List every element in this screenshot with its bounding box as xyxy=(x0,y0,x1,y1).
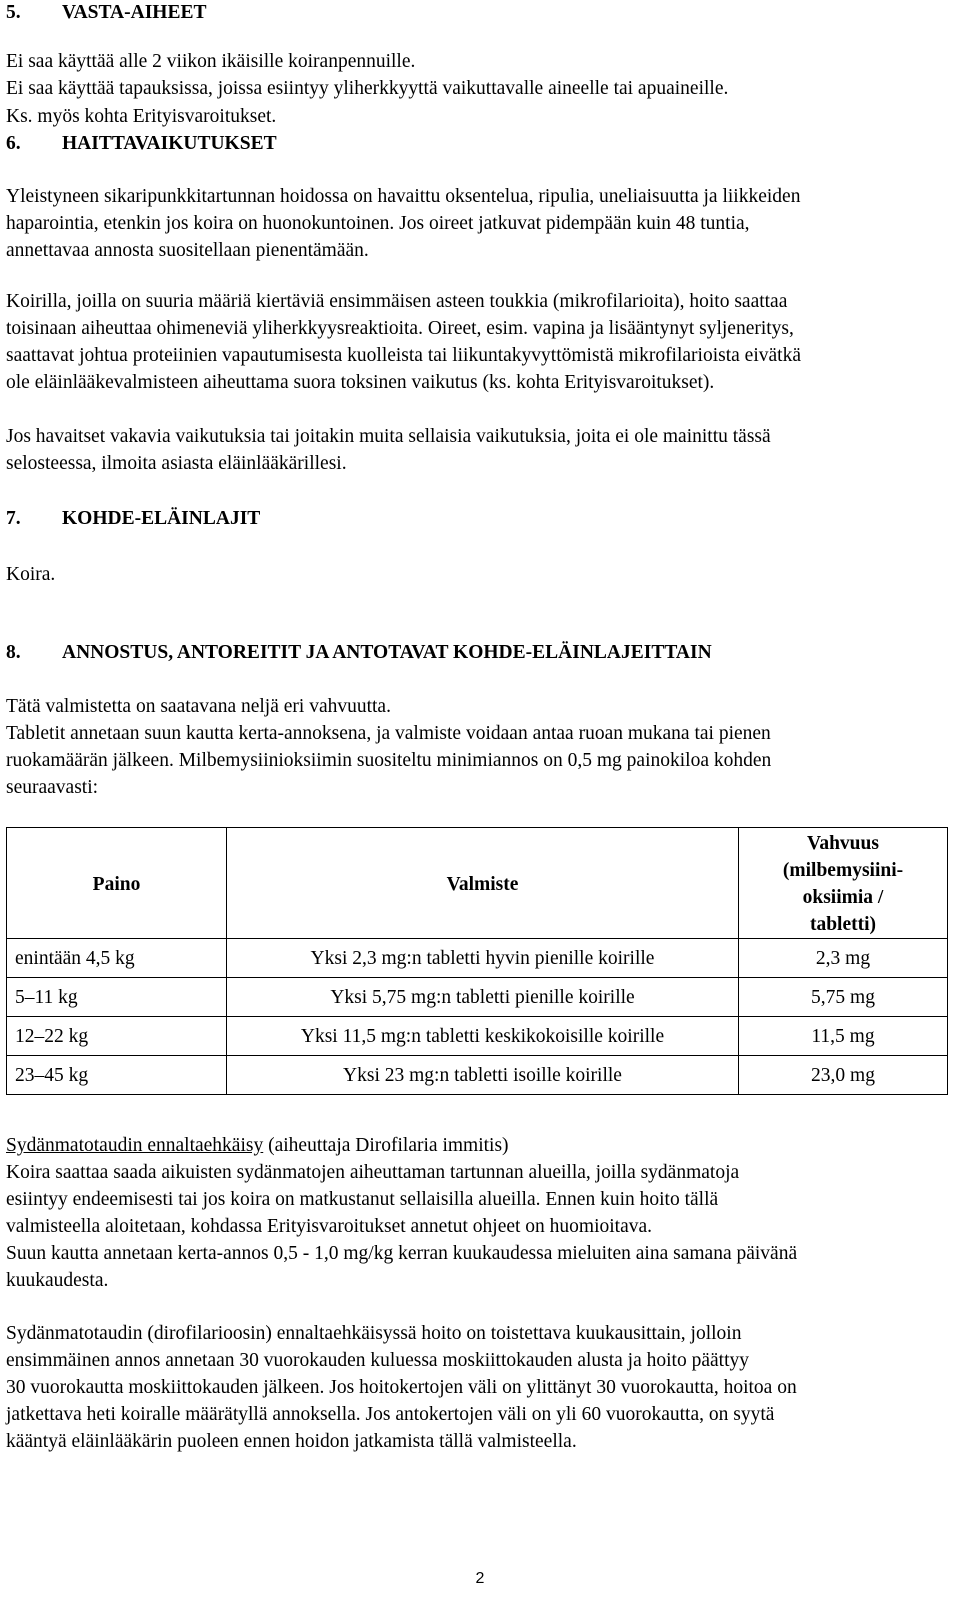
header-product: Valmiste xyxy=(227,828,739,939)
paragraph-line: annettavaa annosta suositellaan pienentämään. xyxy=(6,240,369,261)
table-row xyxy=(7,1056,948,1095)
paragraph-line: Koirilla, joilla on suuria määriä kiertäviä ensimmäisen asteen toukkia (mikrofilarioita), hoito saattaa xyxy=(6,291,788,312)
cell-product: Yksi 5,75 mg:n tabletti pienille koirille xyxy=(227,978,739,1017)
header-line: (milbemysiini- xyxy=(782,860,904,881)
paragraph-line: Sydänmatotaudin (dirofilarioosin) ennaltaehkäisyssä hoito on toistettava kuukausittain, jolloin xyxy=(6,1323,742,1344)
subheading-rest: (aiheuttaja Dirofilaria immitis) xyxy=(268,1135,509,1156)
table-row xyxy=(7,1017,948,1056)
section-number: 5. xyxy=(6,2,21,23)
section-title: ANNOSTUS, ANTOREITIT JA ANTOTAVAT KOHDE-ELÄINLAJEITTAIN xyxy=(62,642,712,663)
paragraph-line: seuraavasti: xyxy=(6,777,99,798)
dosage-table xyxy=(6,827,948,1095)
header-strength xyxy=(739,828,948,939)
cell-strength: 11,5 mg xyxy=(739,1017,948,1056)
cell-weight: enintään 4,5 kg xyxy=(7,939,227,978)
section-8-heading xyxy=(6,639,712,666)
header-line: oksiimia / xyxy=(802,887,884,908)
table-row xyxy=(7,939,948,978)
paragraph-line: Yleistyneen sikaripunkkitartunnan hoidossa on havaittu oksentelua, ripulia, uneliaisuutta ja liikkeiden xyxy=(6,186,801,207)
cell-strength: 2,3 mg xyxy=(739,939,948,978)
page-number: 2 xyxy=(475,1570,485,1587)
paragraph-line: Koira saattaa saada aikuisten sydänmatojen aiheuttaman tartunnan alueilla, joilla sydänmatoja xyxy=(6,1162,740,1183)
paragraph-line: Ei saa käyttää tapauksissa, joissa esiintyy yliherkkyyttä vaikuttavalle aineelle tai apuaineille. xyxy=(6,78,729,99)
paragraph-line: kuukaudesta. xyxy=(6,1270,109,1291)
paragraph-line: ensimmäinen annos annetaan 30 vuorokauden kuluessa moskiittokauden alusta ja hoito päättyy xyxy=(6,1350,749,1371)
paragraph-line: Ks. myös kohta Erityisvaroitukset. xyxy=(6,106,277,127)
paragraph-line: selosteessa, ilmoita asiasta eläinlääkärillesi. xyxy=(6,453,347,474)
paragraph-line: toisinaan aiheuttaa ohimeneviä yliherkkyysreaktioita. Oireet, esim. vapina ja lisääntynyt syljeneritys, xyxy=(6,318,794,339)
paragraph-line: esiintyy endeemisesti tai jos koira on matkustanut sellaisilla alueilla. Ennen kuin hoito tällä xyxy=(6,1189,719,1210)
subheading-underlined: Sydänmatotaudin ennaltaehkäisy xyxy=(6,1135,264,1156)
section-6-heading xyxy=(6,130,277,157)
heartworm-subheading xyxy=(6,1132,509,1159)
species-text: Koira. xyxy=(6,564,56,585)
section-5-heading xyxy=(6,0,207,26)
paragraph-line: Ei saa käyttää alle 2 viikon ikäisille koiranpennuille. xyxy=(6,51,416,72)
cell-product: Yksi 11,5 mg:n tabletti keskikokoisille koirille xyxy=(227,1017,739,1056)
paragraph-line: ole eläinlääkevalmisteen aiheuttama suora toksinen vaikutus (ks. kohta Erityisvaroitukset). xyxy=(6,372,715,393)
paragraph-line: Suun kautta annetaan kerta-annos 0,5 - 1,0 mg/kg kerran kuukaudessa mieluiten aina samana päivänä xyxy=(6,1243,798,1264)
paragraph-line: valmisteella aloitetaan, kohdassa Erityisvaroitukset annetut ohjeet on huomioitava. xyxy=(6,1216,653,1237)
cell-strength: 23,0 mg xyxy=(739,1056,948,1095)
header-line: Vahvuus xyxy=(807,833,879,854)
paragraph-line: jatkettava heti koiralle määrätyllä annoksella. Jos antokertojen väli on yli 60 vuorokautta, on syytä xyxy=(6,1404,775,1425)
paragraph-line: Jos havaitset vakavia vaikutuksia tai joitakin muita sellaisia vaikutuksia, joita ei ole mainittu tässä xyxy=(6,426,771,447)
section-title: KOHDE-ELÄINLAJIT xyxy=(62,508,261,529)
cell-weight: 23–45 kg xyxy=(7,1056,227,1095)
cell-product: Yksi 2,3 mg:n tabletti hyvin pienille koirille xyxy=(227,939,739,978)
section-number: 8. xyxy=(6,642,21,663)
cell-weight: 5–11 kg xyxy=(7,978,227,1017)
paragraph-line: Tabletit annetaan suun kautta kerta-annoksena, ja valmiste voidaan antaa ruoan mukana tai pienen xyxy=(6,723,771,744)
section-title: HAITTAVAIKUTUKSET xyxy=(62,133,277,154)
cell-strength: 5,75 mg xyxy=(739,978,948,1017)
cell-weight: 12–22 kg xyxy=(7,1017,227,1056)
header-line: tabletti) xyxy=(809,914,877,935)
section-number: 6. xyxy=(6,133,21,154)
section-title: VASTA-AIHEET xyxy=(62,2,207,23)
paragraph-line: haparointia, etenkin jos koira on huonokuntoinen. Jos oireet jatkuvat pidempään kuin 48 tuntia, xyxy=(6,213,750,234)
section-number: 7. xyxy=(6,508,21,529)
section-7-heading xyxy=(6,505,260,532)
table-header-row xyxy=(7,828,948,939)
paragraph-line: saattavat johtua proteiinien vapautumisesta kuolleista tai liikuntakyvyttömistä mikrofilarioista eivätkä xyxy=(6,345,801,366)
table-row xyxy=(7,978,948,1017)
paragraph-line: kääntyä eläinlääkärin puoleen ennen hoidon jatkamista tällä valmisteella. xyxy=(6,1431,577,1452)
paragraph-line: ruokamäärän jälkeen. Milbemysiinioksiimin suositeltu minimiannos on 0,5 mg painokiloa kohden xyxy=(6,750,772,771)
paragraph-line: Tätä valmistetta on saatavana neljä eri vahvuutta. xyxy=(6,696,391,717)
cell-product: Yksi 23 mg:n tabletti isoille koirille xyxy=(227,1056,739,1095)
header-weight: Paino xyxy=(7,828,227,939)
paragraph-line: 30 vuorokautta moskiittokauden jälkeen. Jos hoitokertojen väli on ylittänyt 30 vuorokautta, hoitoa on xyxy=(6,1377,797,1398)
